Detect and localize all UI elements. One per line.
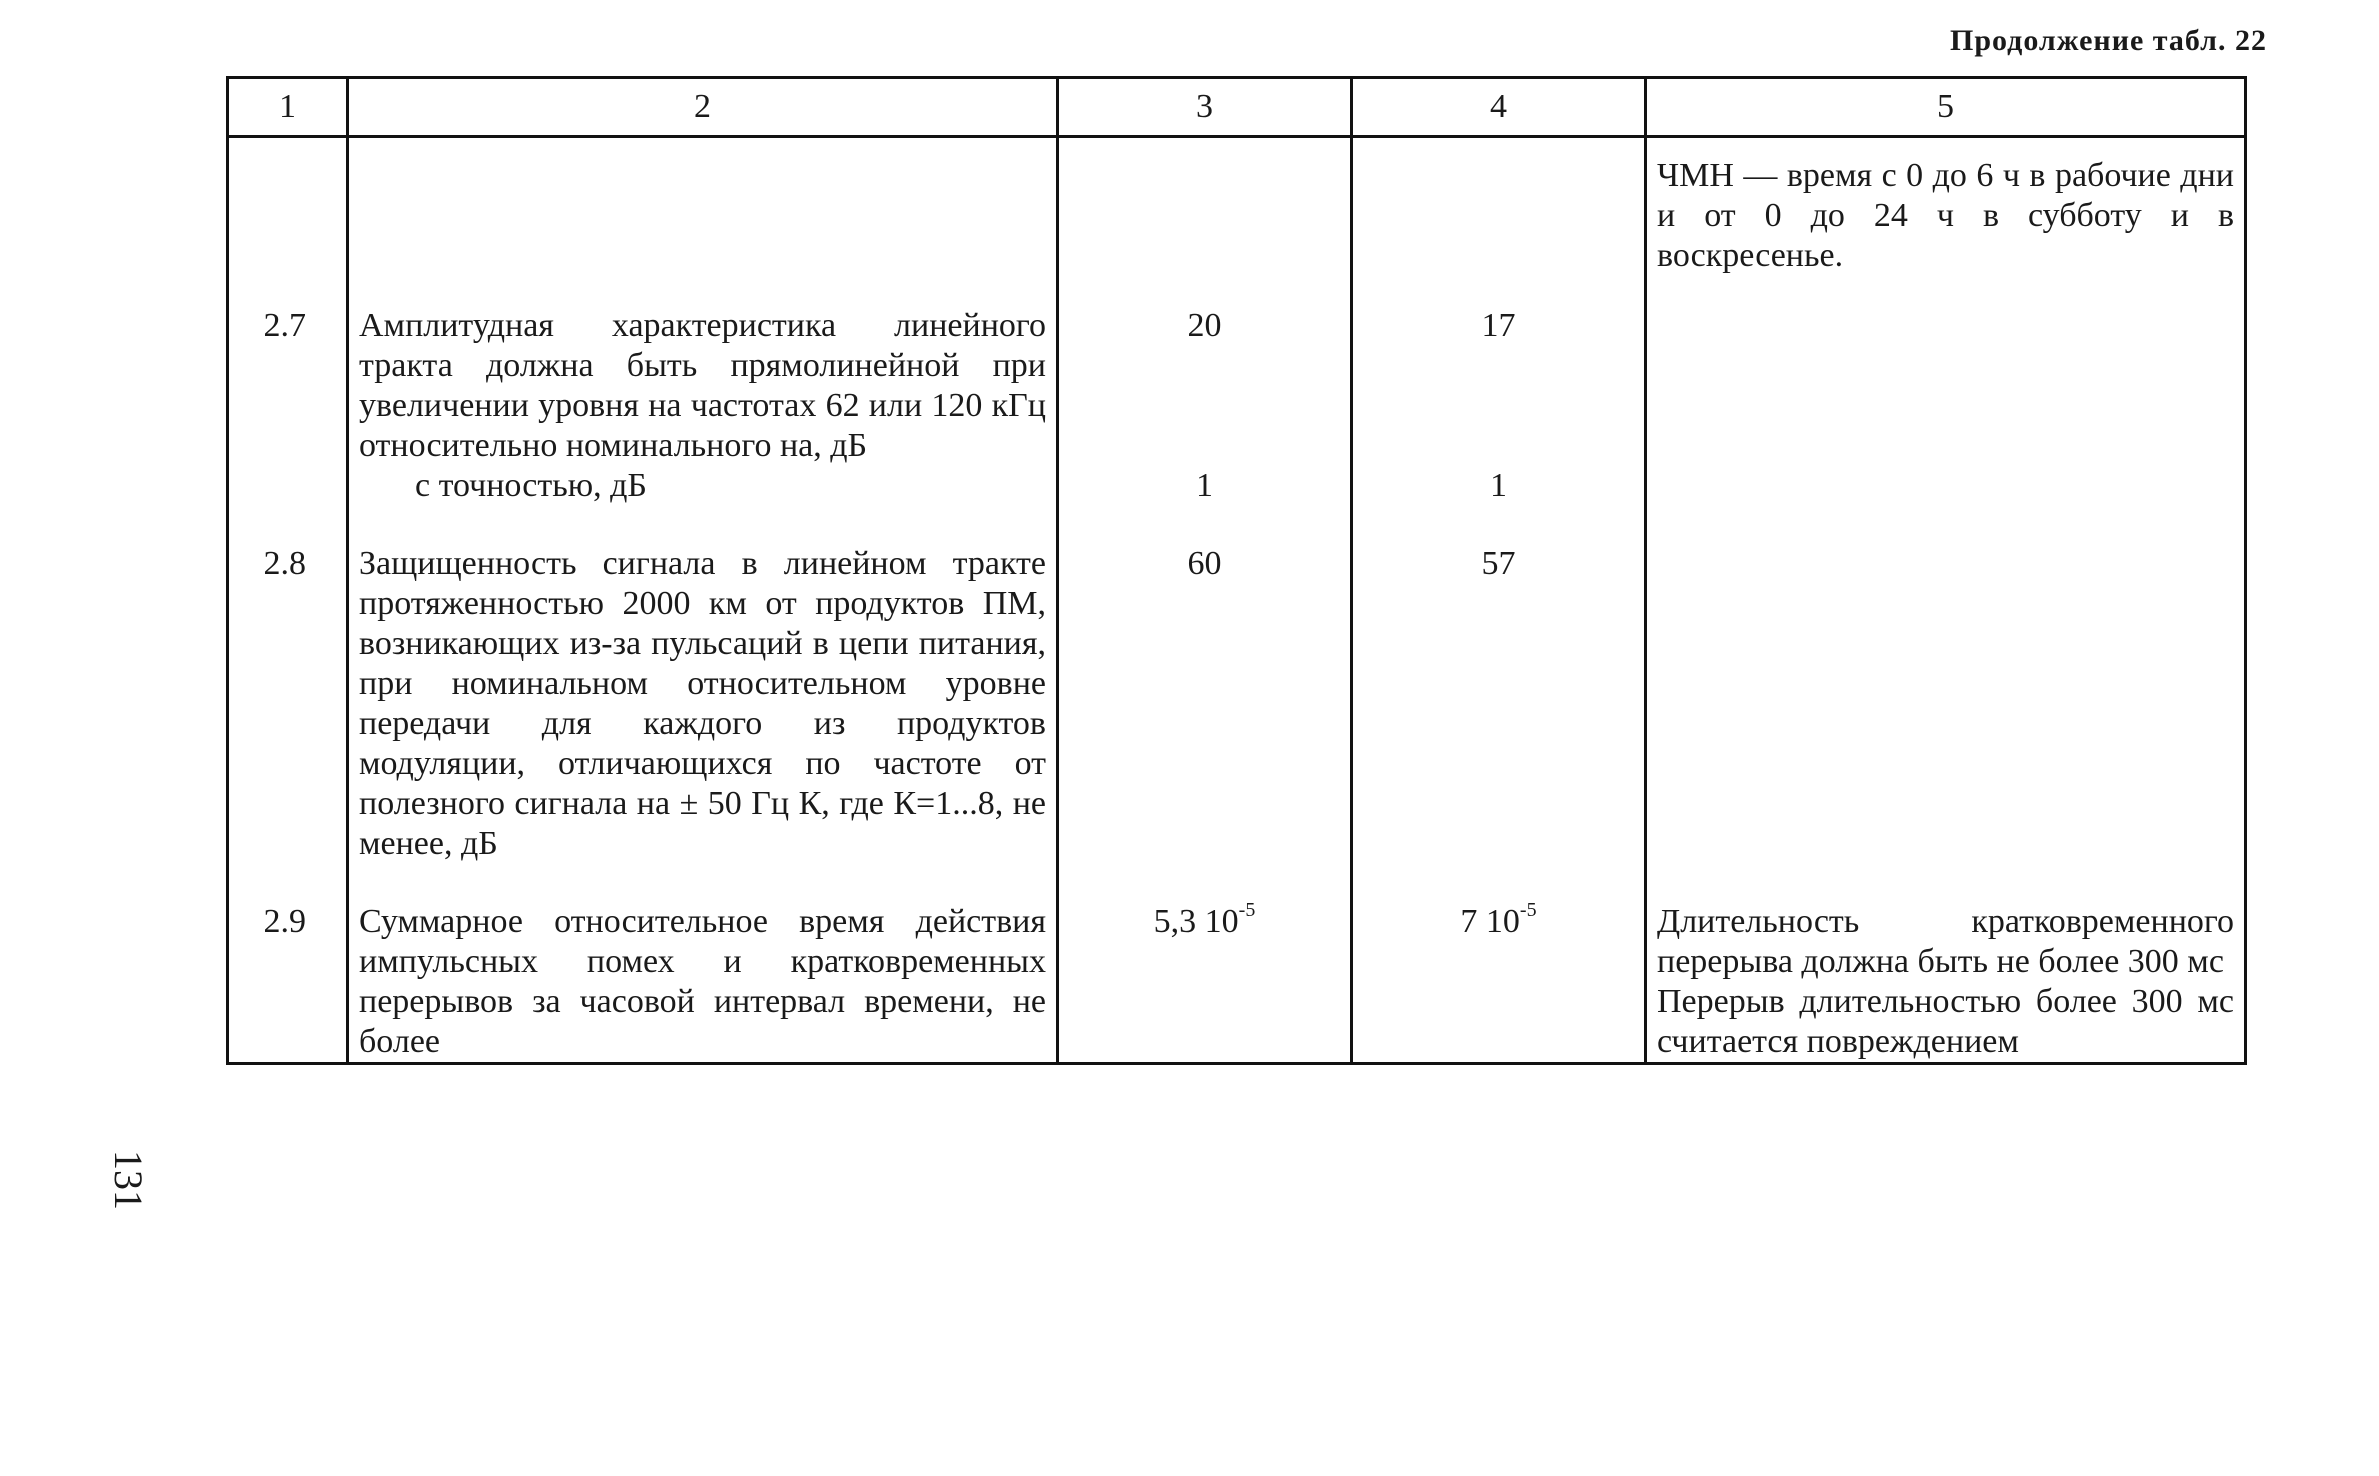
description-cell [348, 306, 1058, 506]
value-cell-col4: 57 [1352, 506, 1646, 864]
data-table [226, 76, 2247, 1065]
value-cell-col4 [1352, 137, 1646, 307]
value-main: 20 [1187, 307, 1222, 344]
description-cell: Защищенность сигнала в линейном тракте протяженностью 2000 км от продуктов ПМ, возникающих из-за пульсаций в цепи питания, при номинальном относительном уровне передачи для каждого из продуктов модуляции, отличающихся по частоте от полезного сигнала на ± 50 Гц К, где К=1...8, не менее, дБ [348, 506, 1058, 864]
description-subtext: с точностью, дБ [415, 467, 647, 504]
row-number-cell: 2.7 [228, 306, 348, 506]
value-exponent: -5 [1238, 898, 1256, 921]
value-cell-col4 [1352, 306, 1646, 506]
value-cell-col3: 60 [1058, 506, 1352, 864]
description-cell [348, 137, 1058, 307]
table-row [228, 506, 2246, 864]
note-text-2: Перерыв длительностью более 300 мс считается повреждением [1657, 983, 2234, 1060]
note-cell [1646, 506, 2246, 864]
column-header-1: 1 [228, 78, 348, 137]
data-table-container [226, 76, 2244, 1065]
table-continuation-label: Продолжение табл. 22 [1949, 24, 2267, 57]
value-mantissa: 7 10 [1460, 903, 1520, 940]
note-cell [1646, 306, 2246, 506]
table-header-row [228, 78, 2246, 137]
table-row [228, 864, 2246, 1064]
note-cell: ЧМН — время с 0 до 6 ч в рабочие дни и от 0 до 24 ч в субботу и в воскресенье. [1646, 137, 2246, 307]
row-number-cell: 2.9 [228, 864, 348, 1064]
page-number: 131 [106, 1150, 151, 1210]
value-exponent: -5 [1519, 898, 1537, 921]
value-cell-col3 [1058, 864, 1352, 1064]
value-cell-col4 [1352, 864, 1646, 1064]
description-cell: Суммарное относительное время действия импульсных помех и кратковременных перерывов за часовой интервал времени, не более [348, 864, 1058, 1064]
note-cell [1646, 864, 2246, 1064]
value-cell-col3 [1058, 306, 1352, 506]
table-row [228, 306, 2246, 506]
column-header-3: 3 [1058, 78, 1352, 137]
row-number-cell [228, 137, 348, 307]
note-text: Длительность кратковременного перерыва должна быть не более 300 мс [1657, 903, 2234, 980]
value-sub: 1 [1196, 467, 1213, 504]
value-sub: 1 [1490, 467, 1507, 504]
row-number-cell: 2.8 [228, 506, 348, 864]
table-row [228, 137, 2246, 307]
description-text: Амплитудная характеристика линейного тракта должна быть прямолинейной при увеличении уровня на частотах 62 или 120 кГц относительно номинального на, дБ [359, 307, 1046, 464]
value-mantissa: 5,3 10 [1153, 903, 1239, 940]
column-header-2: 2 [348, 78, 1058, 137]
column-header-5: 5 [1646, 78, 2246, 137]
value-main: 17 [1481, 307, 1516, 344]
value-cell-col3 [1058, 137, 1352, 307]
column-header-4: 4 [1352, 78, 1646, 137]
